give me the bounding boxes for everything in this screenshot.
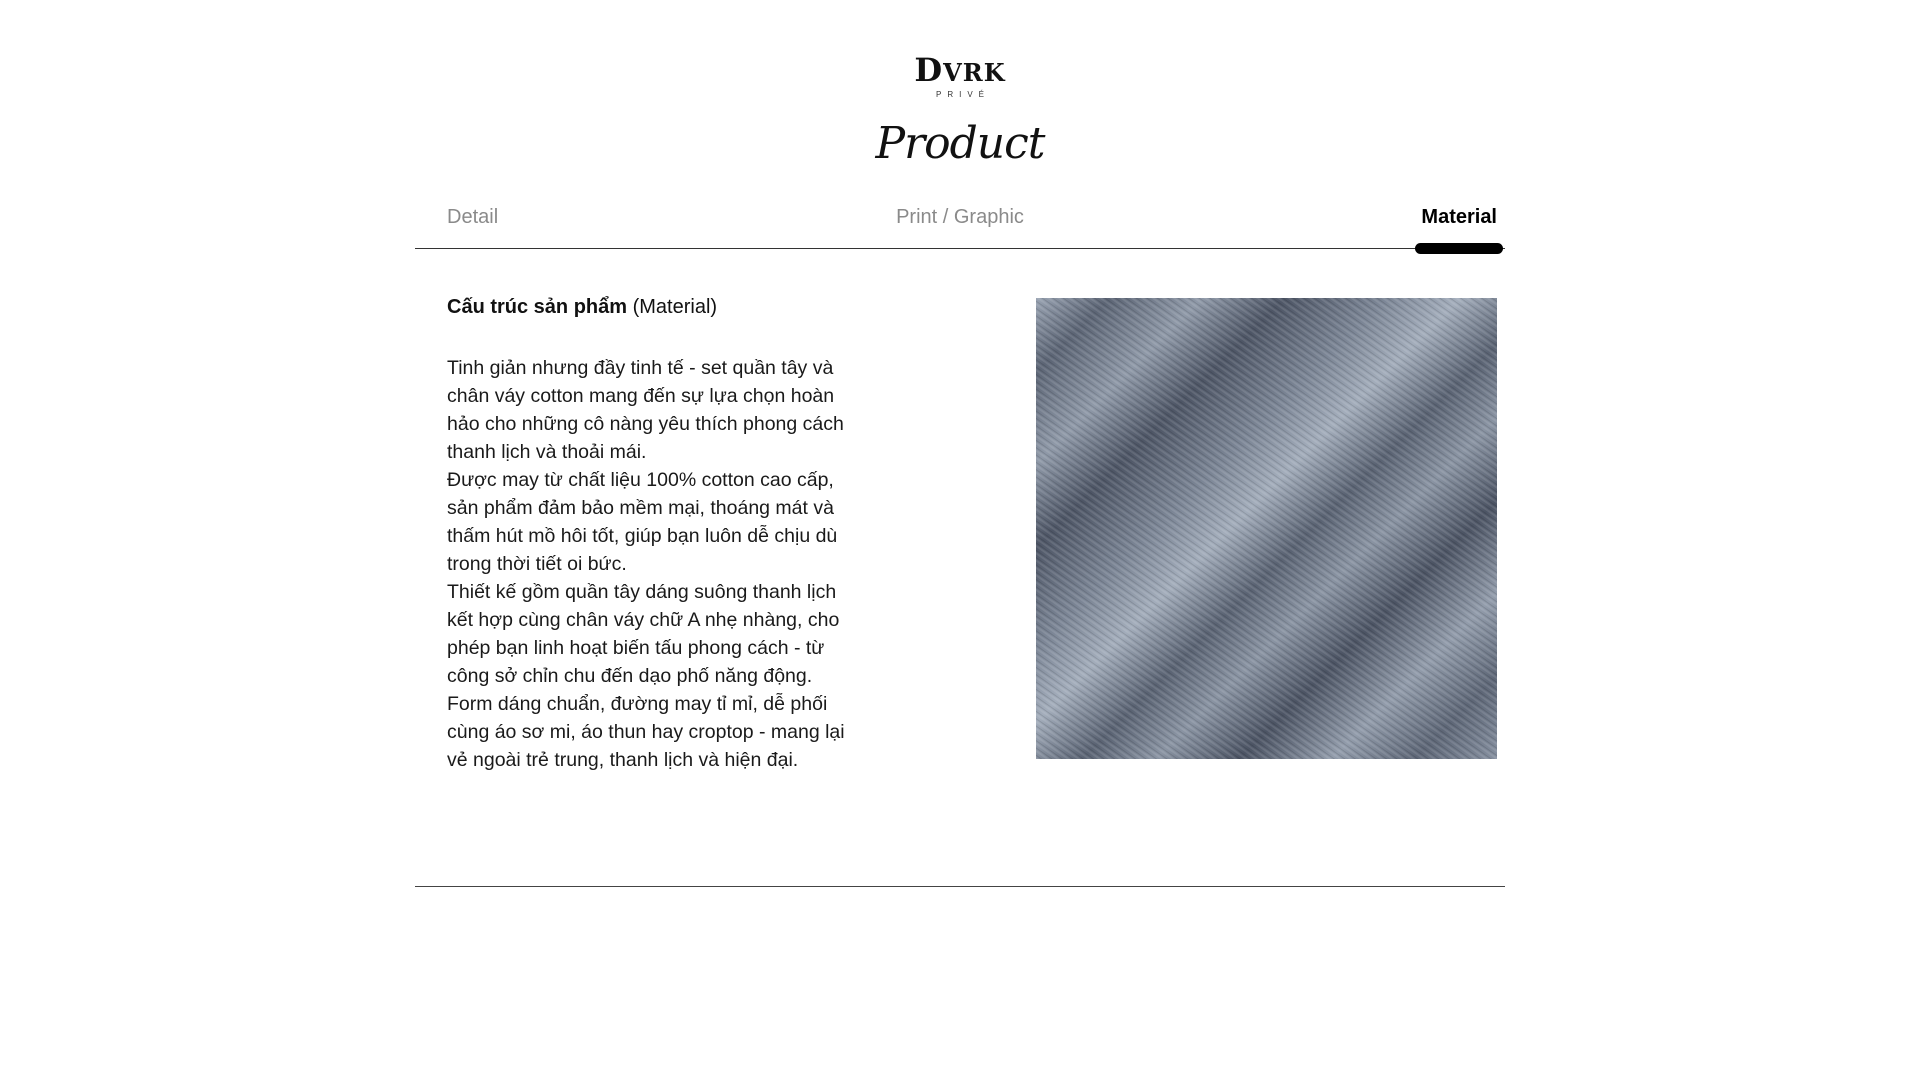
description-paragraph: Tinh giản nhưng đầy tinh tế - set quần tây và chân váy cotton mang đến sự lựa chọn hoàn hảo cho những cô nàng yêu thích phong cách thanh lịch và thoải mái.: [447, 357, 844, 463]
brand-logo-rest: VRK: [943, 58, 1006, 87]
description-paragraph: Thiết kế gồm quần tây dáng suông thanh lịch kết hợp cùng chân váy chữ A nhẹ nhàng, cho phép bạn linh hoạt biến tấu phong cách - từ công sở chỉn chu đến dạo phố năng động.: [447, 581, 840, 687]
tab-detail[interactable]: Detail: [447, 206, 499, 228]
material-description: [447, 354, 865, 774]
section-title-suffix: (Material): [627, 296, 718, 318]
page-title: Product: [875, 118, 1045, 169]
description-paragraph: Form dáng chuẩn, đường may tỉ mỉ, dễ phối cùng áo sơ mi, áo thun hay croptop - mang lại vẻ ngoài trẻ trung, thanh lịch và hiện đại.: [447, 693, 845, 771]
fabric-texture: [1036, 298, 1497, 759]
product-tabs: [415, 200, 1505, 248]
active-tab-indicator: [1415, 243, 1503, 254]
brand-logo-text: [914, 51, 1006, 89]
tab-material[interactable]: Material: [1421, 206, 1497, 228]
section-title-bold: Cấu trúc sản phẩm: [447, 296, 628, 318]
brand-logo-initial: D: [914, 51, 944, 89]
description-paragraph: Được may từ chất liệu 100% cotton cao cấp, sản phẩm đảm bảo mềm mại, thoáng mát và thấm hút mồ hôi tốt, giúp bạn luôn dễ chịu dù trong thời tiết oi bức.: [447, 469, 838, 575]
tab-print-graphic[interactable]: Print / Graphic: [896, 206, 1024, 228]
bottom-divider: [415, 886, 1505, 887]
section-title: [447, 296, 717, 319]
brand-logo[interactable]: [0, 51, 1920, 99]
fabric-material-image: [1036, 298, 1497, 759]
tabs-divider: [415, 248, 1505, 249]
brand-tagline: PRIVÉ: [935, 90, 990, 99]
